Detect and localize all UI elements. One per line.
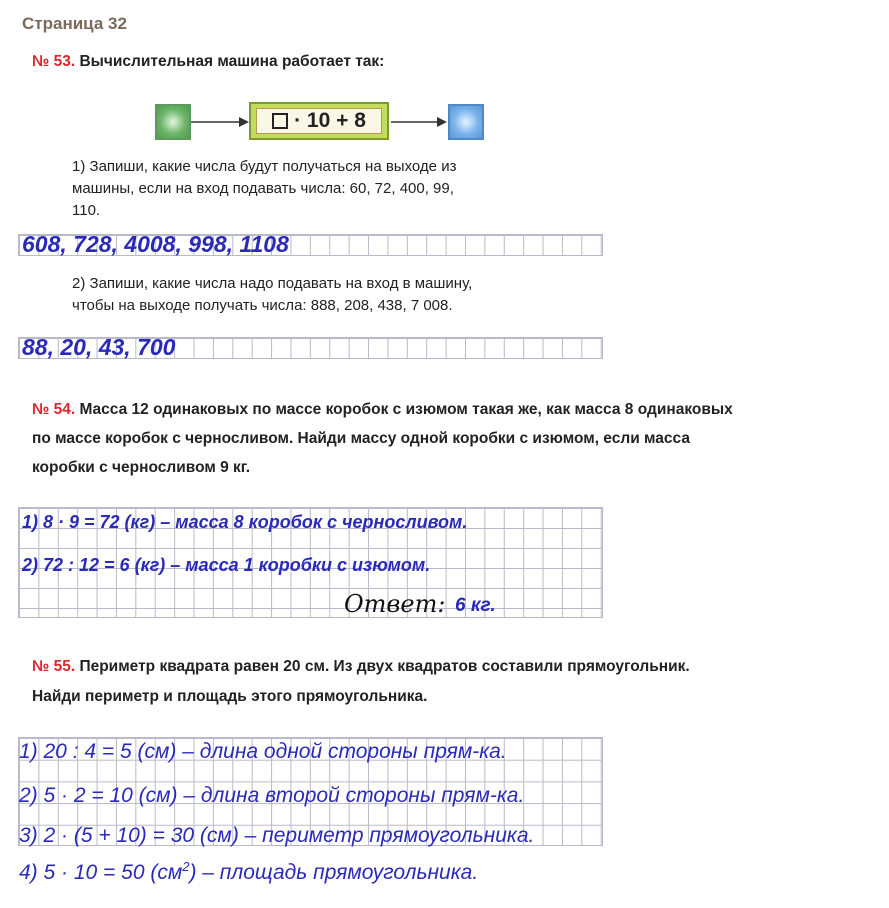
task-54-number: № 54. xyxy=(32,401,76,418)
task-55-solution-1: 1) 20 : 4 = 5 (см) – длина одной стороны прям-ка. xyxy=(19,740,507,763)
arrow-input xyxy=(191,114,249,130)
task-53-heading xyxy=(32,53,384,71)
task-53-q1-line3: 110. xyxy=(72,202,101,219)
task-53-q2-line2: чтобы на выходе получать числа: 888, 208, 438, 7 008. xyxy=(72,297,453,314)
task-55-text-2: Найди периметр и площадь этого прямоугольника. xyxy=(32,688,428,705)
task-54-text-3: коробки с черносливом 9 кг. xyxy=(32,459,251,476)
arrow-output xyxy=(391,114,447,130)
task-55-line1 xyxy=(32,658,690,676)
task-54-answer-value: 6 кг. xyxy=(455,595,496,616)
task-54-text-2: по массе коробок с черносливом. Найди массу одной коробки с изюмом, если масса xyxy=(32,430,690,447)
task-55-solution-3: 3) 2 · (5 + 10) = 30 (см) – периметр прямоугольника. xyxy=(19,824,535,847)
task-53-answer-1: 608, 728, 4008, 998, 1108 xyxy=(22,231,289,257)
task-54-text-1: Масса 12 одинаковых по массе коробок с изюмом такая же, как масса 8 одинаковых xyxy=(79,401,733,418)
task-53-title: Вычислительная машина работает так: xyxy=(79,53,385,70)
task-55-solution-4-superscript: 2 xyxy=(182,859,190,874)
task-55-number: № 55. xyxy=(32,658,76,675)
machine-formula: · 10 + 8 xyxy=(294,109,366,132)
task-55-solution-4 xyxy=(19,859,478,885)
task-54-line1 xyxy=(32,401,733,419)
task-53-q1-line1: 1) Запиши, какие числа будут получаться на выходе из xyxy=(72,158,457,175)
task-55-solution-2: 2) 5 · 2 = 10 (см) – длина второй стороны прям-ка. xyxy=(19,784,525,807)
task-53-q2-line1: 2) Запиши, какие числа надо подавать на вход в машину, xyxy=(72,275,473,292)
task-54-solution-2: 2) 72 : 12 = 6 (кг) – масса 1 коробки с изюмом. xyxy=(22,555,431,575)
task-53-answer-2: 88, 20, 43, 700 xyxy=(22,334,176,360)
task-54-answer-word: Ответ: xyxy=(344,590,446,618)
task-55-text-1: Периметр квадрата равен 20 см. Из двух квадратов составили прямоугольник. xyxy=(79,658,690,675)
task-54-solution-1: 1) 8 · 9 = 72 (кг) – масса 8 коробок с черносливом. xyxy=(22,512,468,532)
task-55-solution-4-part-a: 4) 5 · 10 = 50 (см xyxy=(19,861,183,884)
task-53-number: № 53. xyxy=(32,53,76,70)
machine-box xyxy=(249,102,389,140)
task-53-q1-line2: машины, если на вход подавать числа: 60, 72, 400, 99, xyxy=(72,180,454,197)
output-square xyxy=(448,104,484,140)
page-title: Страница 32 xyxy=(22,14,127,33)
empty-box-icon xyxy=(272,113,288,129)
input-square xyxy=(155,104,191,140)
machine-expression xyxy=(256,108,382,134)
task-55-solution-4-part-b: ) – площадь прямоугольника. xyxy=(189,861,479,884)
